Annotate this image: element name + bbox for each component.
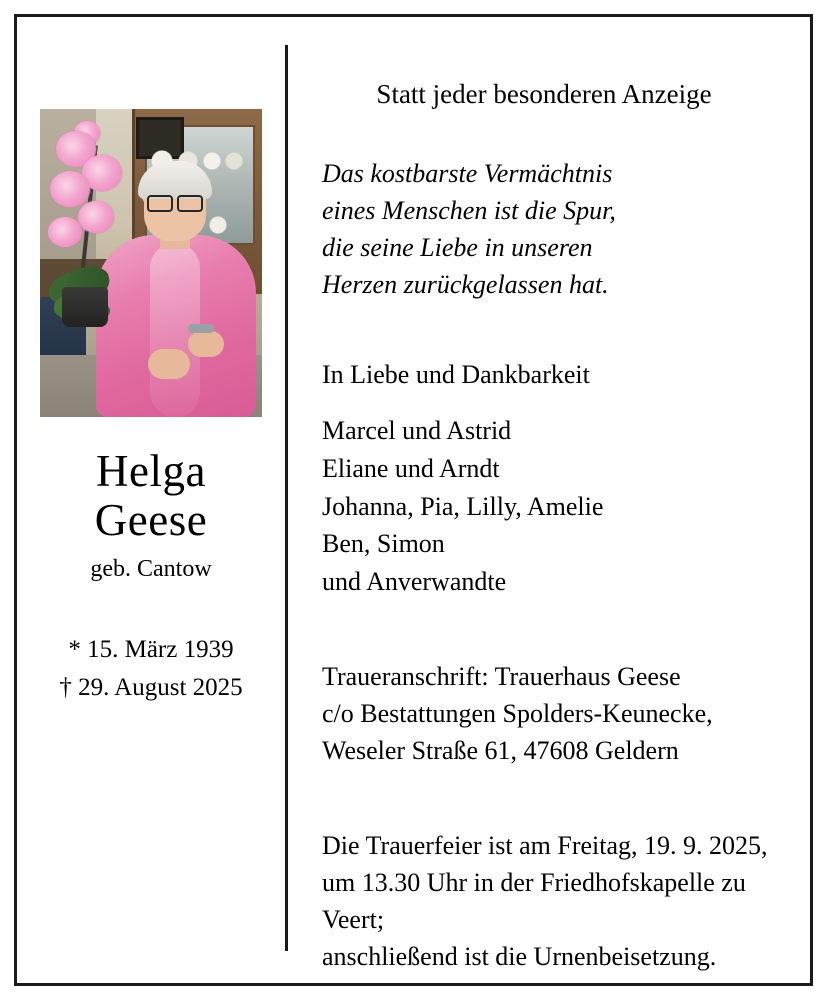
family-list <box>322 412 784 602</box>
mourning-address <box>322 659 784 770</box>
verse-line: eines Menschen ist die Spur, <box>322 195 616 225</box>
family-member-line: Johanna, Pia, Lilly, Amelie <box>322 491 604 521</box>
left-column <box>17 17 285 983</box>
orchid-pot <box>62 287 108 327</box>
wristwatch-icon <box>188 324 214 333</box>
verse-line: Das kostbarste Vermächtnis <box>322 159 613 188</box>
orchid-bloom <box>78 201 114 233</box>
family-member-line: Eliane und Arndt <box>322 453 500 483</box>
ceremony-line: Die Trauerfeier ist am Freitag, 19. 9. 2025, <box>322 831 768 861</box>
verse-line: Herzen zurückgelassen hat. <box>322 269 609 299</box>
portrait-photo <box>40 109 262 417</box>
person-hand-right <box>188 331 224 357</box>
life-dates <box>59 631 242 706</box>
gratitude-line: In Liebe und Dankbarkeit <box>322 359 590 389</box>
ceremony-details <box>322 828 784 976</box>
family-member-line: Marcel und Astrid <box>322 415 512 445</box>
family-member-line: Ben, Simon <box>322 529 445 559</box>
headline: Statt jeder besonderen Anzeige <box>376 79 712 109</box>
verse-line: die seine Liebe in unseren <box>322 232 593 262</box>
family-member-line: und Anverwandte <box>322 567 507 597</box>
ceremony-line: anschließend ist die Urnenbeisetzung. <box>322 941 717 971</box>
address-line: Weseler Straße 61, 47608 Geldern <box>322 736 679 766</box>
birth-date: * 15. März 1939 <box>68 636 234 664</box>
orchid-bloom <box>48 217 82 247</box>
memorial-verse <box>322 156 784 304</box>
maiden-name: geb. Cantow <box>90 556 212 583</box>
last-name: Geese <box>94 494 208 545</box>
person-jacket <box>96 235 256 417</box>
right-column <box>288 17 810 983</box>
person-hand-left <box>148 349 190 379</box>
orchid-bloom <box>50 171 90 207</box>
address-line: c/o Bestattungen Spolders-Keunecke, <box>322 699 713 729</box>
address-line: Traueranschrift: Trauerhaus Geese <box>322 662 681 692</box>
glasses-icon <box>146 195 204 209</box>
photo-person <box>92 175 260 417</box>
deceased-name-block <box>33 447 269 583</box>
death-date: † 29. August 2025 <box>59 673 243 701</box>
first-name: Helga <box>96 446 206 496</box>
ceremony-line: um 13.30 Uhr in der Friedhofskapelle zu Veert; <box>322 868 746 934</box>
notice-frame <box>14 14 813 986</box>
